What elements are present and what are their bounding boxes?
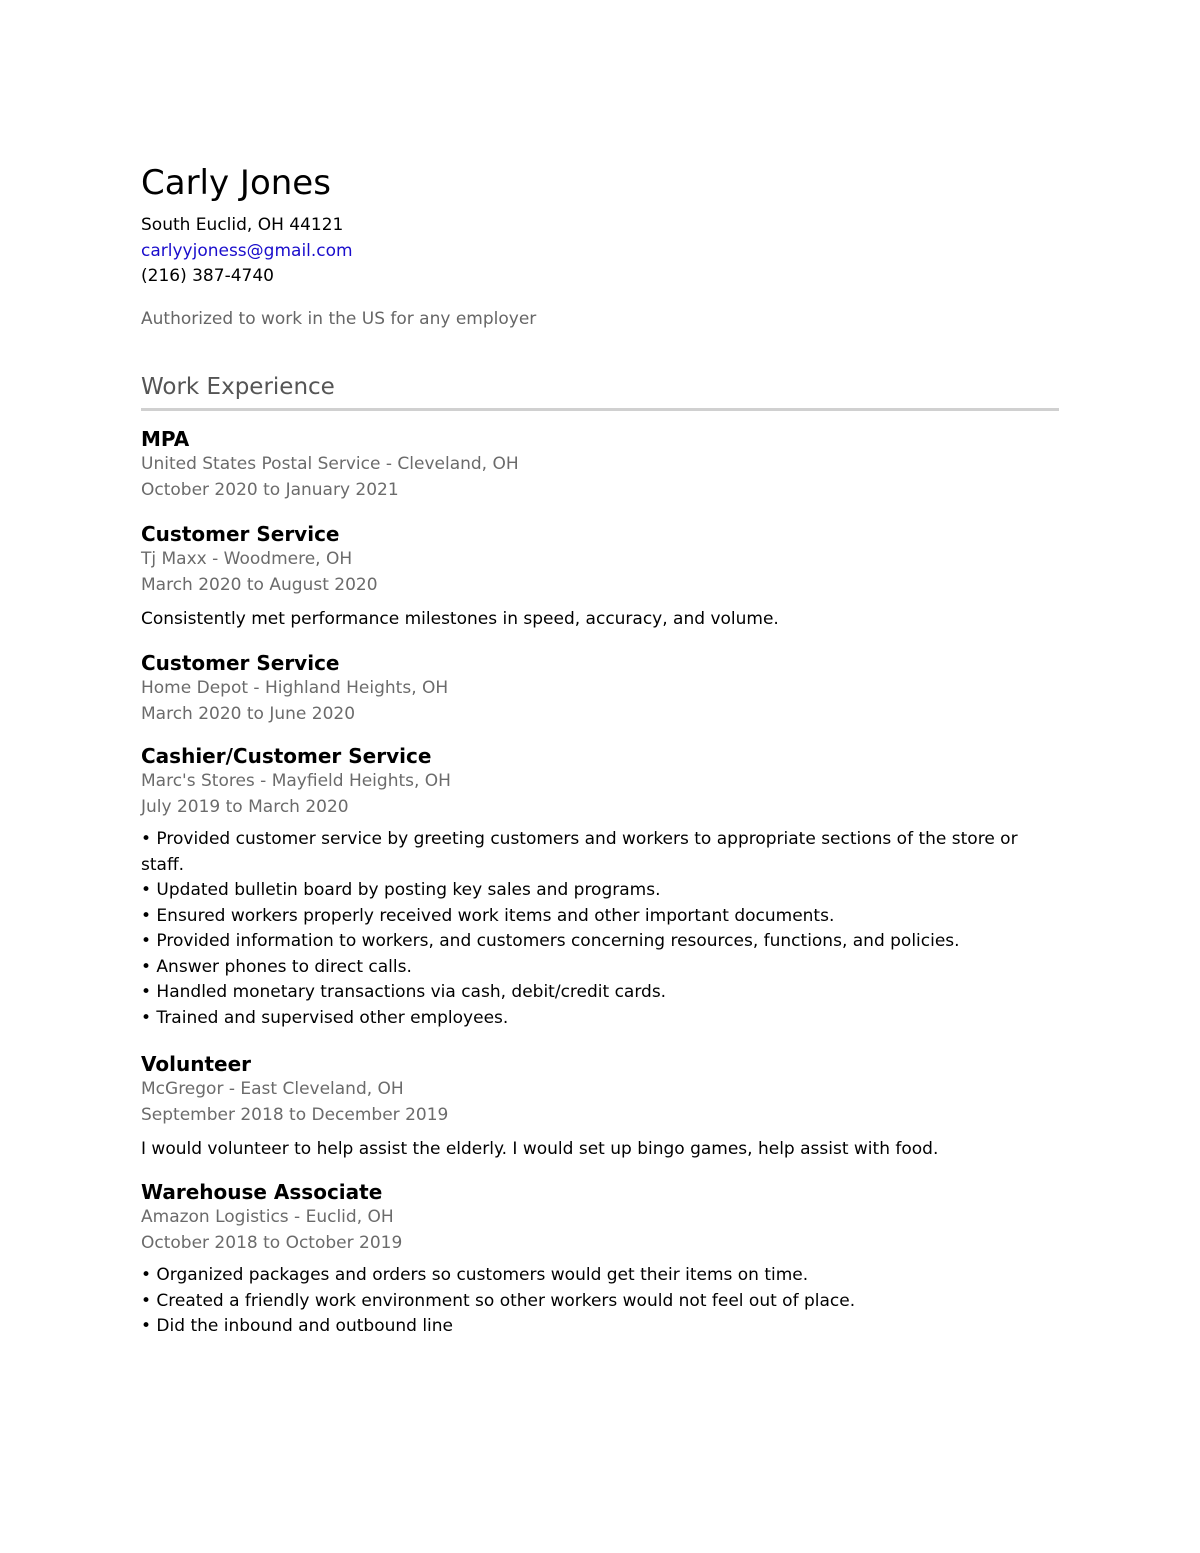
- list-item: • Organized packages and orders so customers would get their items on time.: [141, 1265, 809, 1285]
- phone: (216) 387-4740: [141, 266, 274, 286]
- list-item: • Handled monetary transactions via cash, debit/credit cards.: [141, 982, 667, 1002]
- list-item: • Provided customer service by greeting customers and workers to appropriate sections of the store or staff.: [141, 829, 1018, 875]
- list-item: • Provided information to workers, and customers concerning resources, functions, and policies.: [141, 931, 960, 951]
- job-entry: [141, 521, 1059, 633]
- job-employer: Amazon Logistics - Euclid, OH: [141, 1207, 394, 1227]
- job-bullets: [141, 1263, 1059, 1340]
- job-entry: [141, 650, 1059, 727]
- email-link[interactable]: carlyyjoness@gmail.com: [141, 240, 353, 261]
- job-employer: Marc's Stores - Mayfield Heights, OH: [141, 771, 451, 791]
- job-dates: March 2020 to June 2020: [141, 703, 356, 724]
- job-title: Warehouse Associate: [141, 1180, 383, 1204]
- job-entry: [141, 743, 1059, 1031]
- job-employer: United States Postal Service - Cleveland, OH: [141, 454, 519, 474]
- list-item: • Created a friendly work environment so other workers would not feel out of place.: [141, 1290, 856, 1311]
- job-dates: March 2020 to August 2020: [141, 574, 378, 595]
- job-dates: October 2018 to October 2019: [141, 1232, 403, 1253]
- job-title: Customer Service: [141, 651, 340, 675]
- list-item: • Ensured workers properly received work items and other important documents.: [141, 905, 835, 926]
- candidate-name: Carly Jones: [141, 163, 331, 203]
- job-employer: Home Depot - Highland Heights, OH: [141, 678, 449, 698]
- work-authorization: Authorized to work in the US for any employer: [141, 309, 537, 329]
- list-item: • Did the inbound and outbound line: [141, 1316, 454, 1336]
- list-item: • Answer phones to direct calls.: [141, 956, 412, 977]
- job-description: I would volunteer to help assist the elderly. I would set up bingo games, help assist with food.: [141, 1139, 939, 1159]
- job-dates: September 2018 to December 2019: [141, 1104, 449, 1125]
- job-entry: [141, 1179, 1059, 1340]
- job-entry: [141, 426, 1059, 503]
- list-item: • Updated bulletin board by posting key sales and programs.: [141, 880, 661, 900]
- job-employer: Tj Maxx - Woodmere, OH: [141, 549, 353, 569]
- job-dates: October 2020 to January 2021: [141, 479, 399, 500]
- job-description: Consistently met performance milestones in speed, accuracy, and volume.: [141, 609, 779, 629]
- list-item: • Trained and supervised other employees.: [141, 1007, 509, 1028]
- job-title: MPA: [141, 427, 190, 451]
- job-title: Cashier/Customer Service: [141, 744, 432, 768]
- job-title: Volunteer: [141, 1052, 252, 1076]
- job-title: Customer Service: [141, 522, 340, 546]
- location: South Euclid, OH 44121: [141, 215, 344, 235]
- section-title-work-experience: Work Experience: [141, 374, 335, 400]
- contact-block: [141, 213, 353, 290]
- job-dates: July 2019 to March 2020: [141, 796, 349, 817]
- job-entry: [141, 1051, 1059, 1163]
- job-bullets: [141, 827, 1059, 1031]
- section-divider: [141, 408, 1059, 411]
- job-employer: McGregor - East Cleveland, OH: [141, 1079, 404, 1099]
